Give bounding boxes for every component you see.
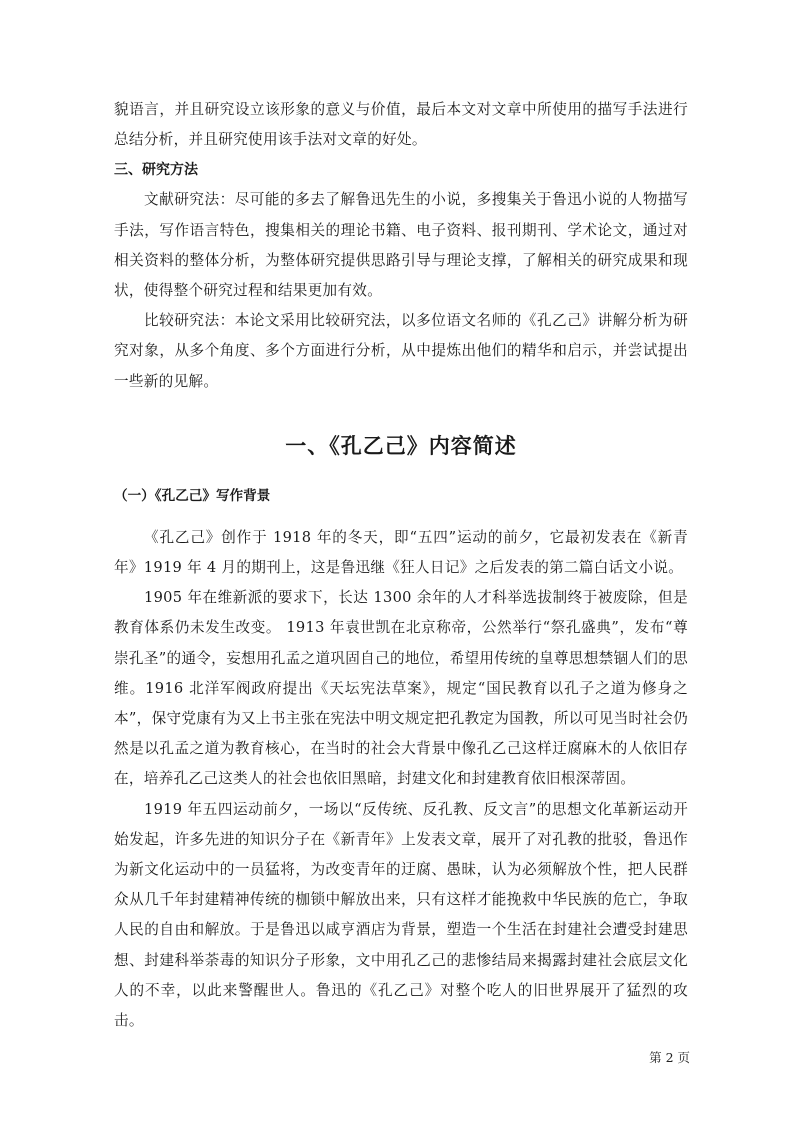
literature-method-paragraph: 文献研究法：尽可能的多去了解鲁迅先生的小说，多搜集关于鲁迅小说的人物描写手法，写作语言特色，搜集相关的理论书籍、电子资料、报刊期刊、学术论文，通过对相关资料的整体分析，为整体研究提供思路引导与理论支撑，了解相关的研究成果和现状，使得整个研究过程和结果更加有效。: [114, 191, 688, 300]
section-research-methods-heading: 三、研究方法: [114, 162, 198, 179]
background-paragraph-2: 1905 年在维新派的要求下，长达 1300 余年的人才科举选拔制终于被废除，但是教育体系仍未发生改变。 1913 年袁世凯在北京称帝，公然举行“祭孔盛典”，发布“尊崇孔圣”的通令，妄想用孔孟之道巩固自己的地位，希望用传统的皇尊思想禁锢人们的思维。1916 北洋军阀政府提出《天坛宪法草案》，规定“国民教育以孔子之道为修身之本”，保守党康有为又上书主张在宪法中明文规定把孔教定为国教，所以可见当时社会仍然是以孔孟之道为教育核心，在当时的社会大背景中像孔乙己这样迂腐麻木的人依旧存在，培养孔乙己这类人的社会也依旧黑暗，封建文化和封建教育依旧根深蒂固。: [114, 589, 688, 788]
comparison-method-paragraph: 比较研究法：本论文采用比较研究法，以多位语文名师的《孔乙己》讲解分析为研究对象，从多个角度、多个方面进行分析，从中提炼出他们的精华和启示，并尝试提出一些新的见解。: [114, 312, 688, 390]
background-paragraph-1: 《孔乙己》创作于 1918 年的冬天，即“五四”运动的前夕，它最初发表在《新青年》1919 年 4 月的期刊上，这是鲁迅继《狂人日记》之后发表的第二篇白话文小说。: [114, 528, 688, 577]
chapter-title: 一、《孔乙己》内容简述: [285, 433, 517, 458]
background-paragraph-3: 1919 年五四运动前夕，一场以“反传统、反孔教、反文言”的思想文化革新运动开始发起，许多先进的知识分子在《新青年》上发表文章，展开了对孔教的批驳，鲁迅作为新文化运动中的一员猛将，为改变青年的迂腐、愚昧，认为必须解放个性，把人民群众从几千年封建精神传统的枷锁中解放出来，只有这样才能挽救中华民族的危亡，争取人民的自由和解放。于是鲁迅以咸亨酒店为背景，塑造一个生活在封建社会遭受封建思想、封建科举荼毒的知识分子形象，文中用孔乙己的悲惨结局来揭露封建社会底层文化人的不幸，以此来警醒世人。鲁迅的《孔乙己》对整个吃人的旧世界展开了猛烈的攻击。: [114, 800, 688, 1030]
intro-continuation-paragraph: 貌语言，并且研究设立该形象的意义与价值，最后本文对文章中所使用的描写手法进行总结分析，并且研究使用该手法对文章的好处。: [114, 101, 688, 149]
page-content: [114, 95, 688, 1036]
page-number: 第 2 页: [649, 1050, 690, 1065]
subsection-title: （一）《孔乙己》写作背景: [114, 487, 271, 504]
